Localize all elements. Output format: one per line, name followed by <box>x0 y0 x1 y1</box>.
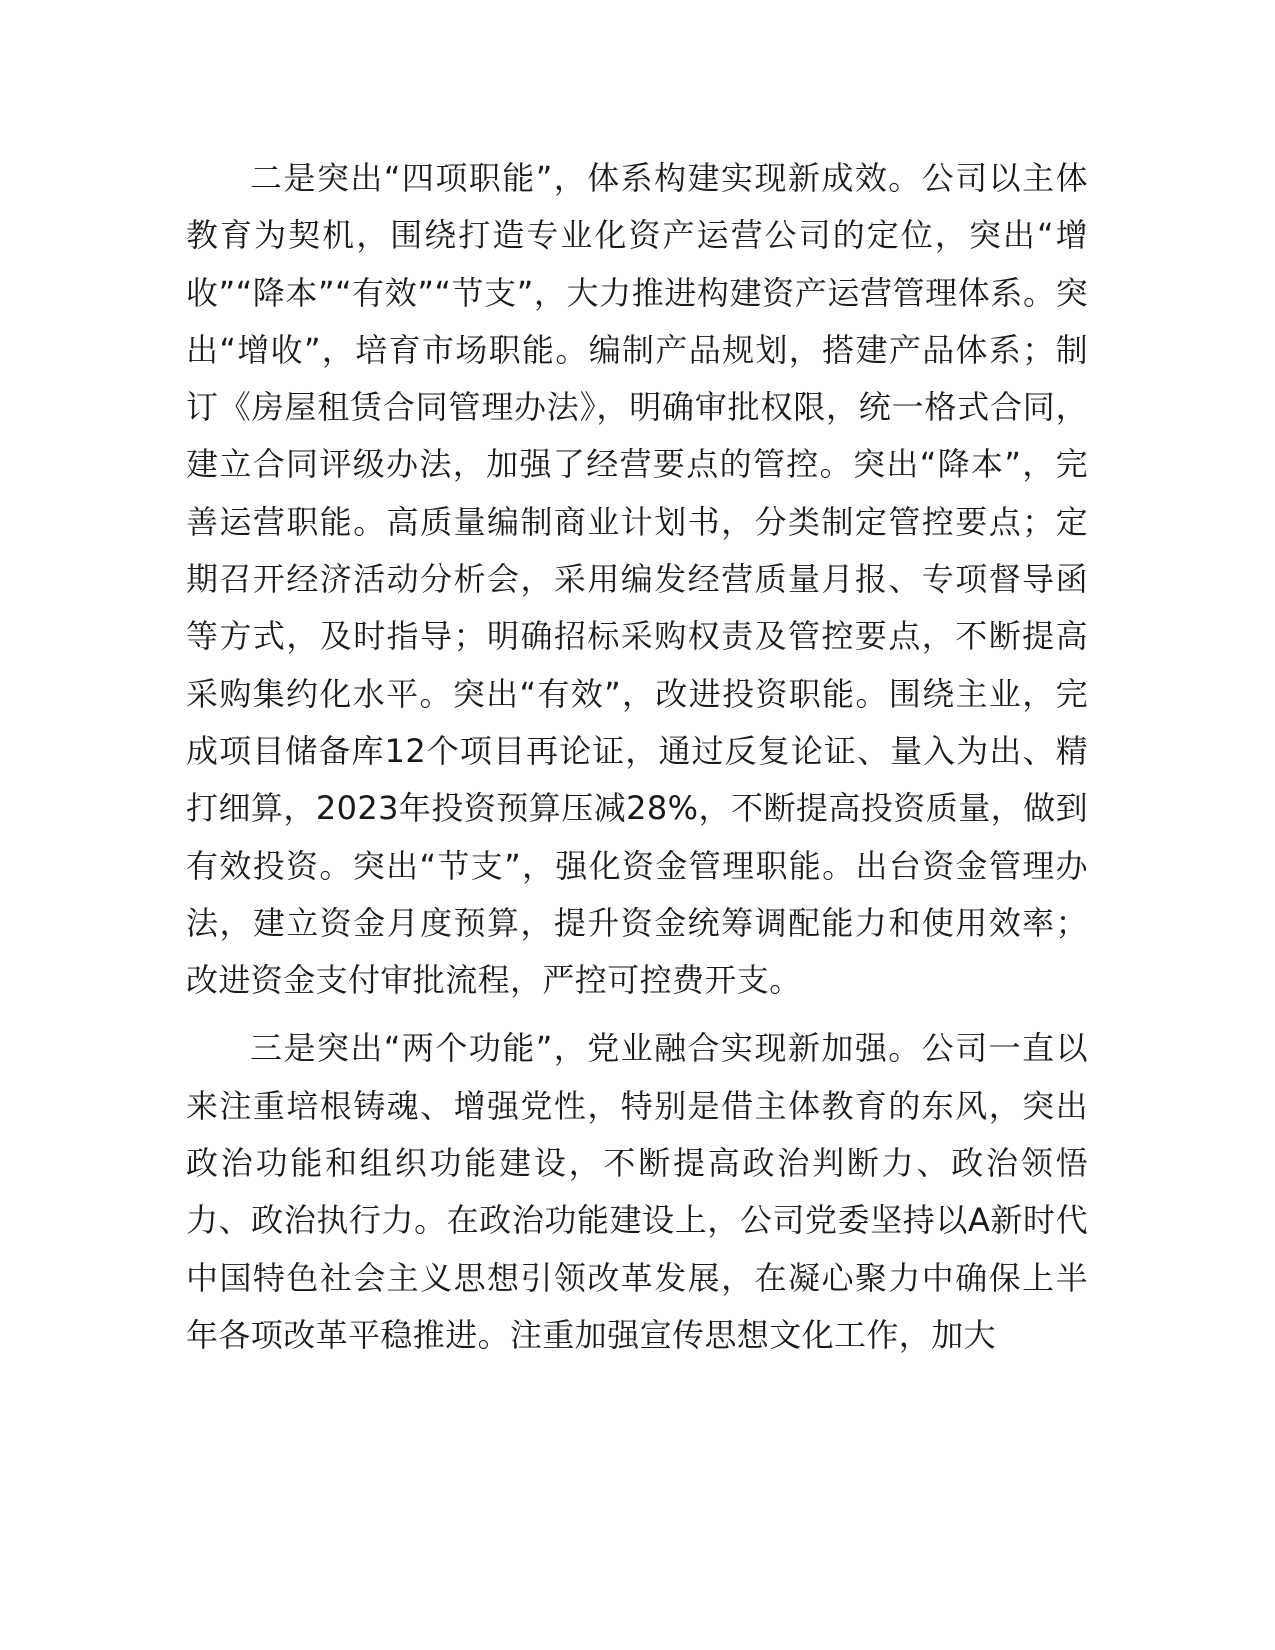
body-text <box>186 150 1088 1364</box>
paragraph-party-integration: 三是突出“两个功能”，党业融合实现新加强。公司一直以来注重培根铸魂、增强党性，特别是借主体教育的东风，突出政治功能和组织功能建设，不断提高政治判断力、政治领悟力、政治执行力。在政治功能建设上，公司党委坚持以A新时代中国特色社会主义思想引领改革发展，在凝心聚力中确保上半年各项改革平稳推进。注重加强宣传思想文化工作，加大 <box>186 1029 1088 1354</box>
paragraph-functions: 二是突出“四项职能”，体系构建实现新成效。公司以主体教育为契机，围绕打造专业化资产运营公司的定位，突出“增收”“降本”“有效”“节支”，大力推进构建资产运营管理体系。突出“增收”，培育市场职能。编制产品规划，搭建产品体系；制订《房屋租赁合同管理办法》，明确审批权限，统一格式合同，建立合同评级办法，加强了经营要点的管控。突出“降本”，完善运营职能。高质量编制商业计划书，分类制定管控要点；定期召开经济活动分析会，采用编发经营质量月报、专项督导函等方式，及时指导；明确招标采购权责及管控要点，不断提高采购集约化水平。突出“有效”，改进投资职能。围绕主业，完成项目储备库12个项目再论证，通过反复论证、量入为出、精打细算，2023年投资预算压减28%，不断提高投资质量，做到有效投资。突出“节支”，强化资金管理职能。出台资金管理办法，建立资金月度预算，提升资金统筹调配能力和使用效率；改进资金支付审批流程，严控可控费开支。 <box>186 159 1088 1000</box>
